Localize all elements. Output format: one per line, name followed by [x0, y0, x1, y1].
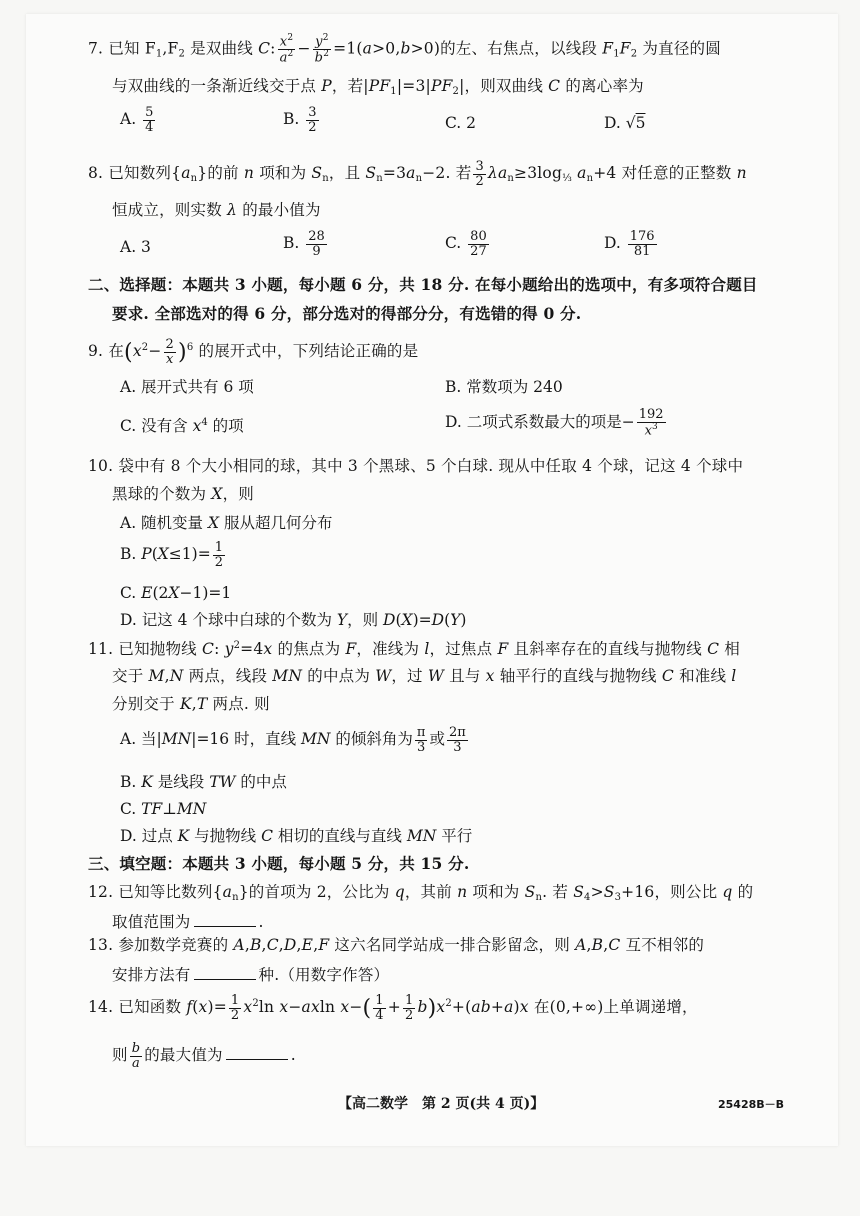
q14-line2: 则 $\frac{b}{a}$ 的最大值为 . [112, 1041, 296, 1071]
q9-option-b: B. 常数项为 240 [445, 378, 563, 396]
q12-answer-blank[interactable] [194, 912, 256, 927]
paper-code: 25428B－B [718, 1098, 785, 1111]
q8-line2: 恒成立，则实数 λ 的最小值为 [112, 201, 321, 219]
q11-option-b: B. K 是线段 TW 的中点 [120, 773, 287, 791]
q12-line1: 12. 已知等比数列$\{a_n\}$的首项为 2，公比为 q，其前 n 项和为 $S_n$. 若 $S_4>S_3+16$，则公比 q 的 [88, 883, 754, 903]
q10-line1: 10. 袋中有 8 个大小相同的球，其中 3 个黑球、5 个白球. 现从中任取 4 个球，记这 4 个球中 [88, 457, 744, 475]
q7-line2: 与双曲线的一条渐近线交于点 P，若$|PF_1|=3|PF_2|$，则双曲线 C 的离心率为 [112, 77, 644, 97]
q7-option-b: B. $\frac{3}{2}$ [283, 105, 317, 135]
q12-line2: 取值范围为 . [112, 913, 264, 931]
q8-option-a: A. 3 [120, 238, 151, 256]
q8-option-d: D. $\frac{176}{81}$ [604, 229, 655, 259]
q9-option-d: D. 二项式系数最大的项是− $\frac{192}{x^3}$ [445, 407, 664, 438]
q8-line1: 8. 已知数列$\{a_n\}$的前 n 项和为 $S_n$，且 $S_n=3a_n-2$. 若 $\frac{3}{2}$ $\lambda a_n\ge 3\log_{\frac{1}{3}}$ $a_n+4$ 对任意的正整数 n [88, 159, 747, 189]
q9-option-c: C. 没有含 $x^4$ 的项 [120, 417, 244, 435]
q11-line2: 交于 M,N 两点，线段 MN 的中点为 W，过 W 且与 x 轴平行的直线与抛物线 C 和准线 l [112, 667, 737, 685]
q13-line2: 安排方法有 种.（用数字作答） [112, 966, 390, 984]
q14-line1: 14. 已知函数 f(x)= $\frac{1}{2}$ $x^2\ln$ x−axln x−( $\frac{1}{4}$ + $\frac{1}{2}$ $b)x^2+(ab+a)x$ 在(0,+∞)上单调递增， [88, 993, 698, 1023]
q7-option-d: D. √5 [604, 114, 646, 132]
q10-line2: 黑球的个数为 X，则 [112, 485, 254, 503]
q14-answer-blank[interactable] [226, 1045, 288, 1060]
q10-option-a: A. 随机变量 X 服从超几何分布 [120, 514, 333, 532]
section3-line1: 三、填空题：本题共 3 小题，每小题 5 分，共 15 分. [88, 854, 470, 873]
q11-option-a: A. 当|MN|=16 时，直线 MN 的倾斜角为 $\frac{\pi}{3}$ 或 $\frac{2\pi}{3}$ [120, 725, 466, 755]
section2-line1: 二、选择题：本题共 3 小题，每小题 6 分，共 18 分. 在每小题给出的选项中，有多项符合题目 [88, 275, 758, 294]
q11-option-c: C. TF⊥MN [120, 800, 207, 818]
q13-answer-blank[interactable] [194, 965, 256, 980]
q11-line1: 11. 已知抛物线 C: $y^2=4x$ 的焦点为 F，准线为 l，过焦点 F 且斜率存在的直线与抛物线 C 相 [88, 640, 740, 658]
q8-option-c: C. $\frac{80}{27}$ [445, 229, 487, 259]
section2-line2: 要求. 全部选对的得 6 分，部分选对的得部分分，有选错的得 0 分. [112, 304, 582, 323]
page-footer: 【高二数学 第 2 页(共 4 页)】 [338, 1096, 545, 1112]
q10-option-b: B. P(X≤1)= $\frac{1}{2}$ [120, 540, 223, 570]
q10-option-c: C. E(2X−1)=1 [120, 584, 232, 602]
q9-stem: 9. 在($x^2-$ $\frac{2}{x}$ )$^6$ 的展开式中，下列结论正确的是 [88, 337, 419, 367]
q8-option-b: B. $\frac{28}{9}$ [283, 229, 325, 259]
q7-option-a: A. $\frac{5}{4}$ [120, 105, 154, 135]
q7-option-c: C. 2 [445, 114, 477, 132]
q7-line1: 7. 已知 $F_1,F_2$ 是双曲线 C: $\frac{x^2}{a^2}$ − $\frac{y^2}{b^2}$ =1(a>0,b>0)的左、右焦点，以线段 $F_1F_2$ 为直径的圆 [88, 33, 721, 66]
q11-option-d: D. 过点 K 与抛物线 C 相切的直线与直线 MN 平行 [120, 827, 473, 845]
q11-line3: 分别交于 K,T 两点. 则 [112, 695, 270, 713]
q10-option-d: D. 记这 4 个球中白球的个数为 Y，则 D(X)=D(Y) [120, 611, 467, 629]
q13-line1: 13. 参加数学竞赛的 A,B,C,D,E,F 这六名同学站成一排合影留念，则 A,B,C 互不相邻的 [88, 936, 705, 954]
q9-option-a: A. 展开式共有 6 项 [120, 378, 254, 396]
